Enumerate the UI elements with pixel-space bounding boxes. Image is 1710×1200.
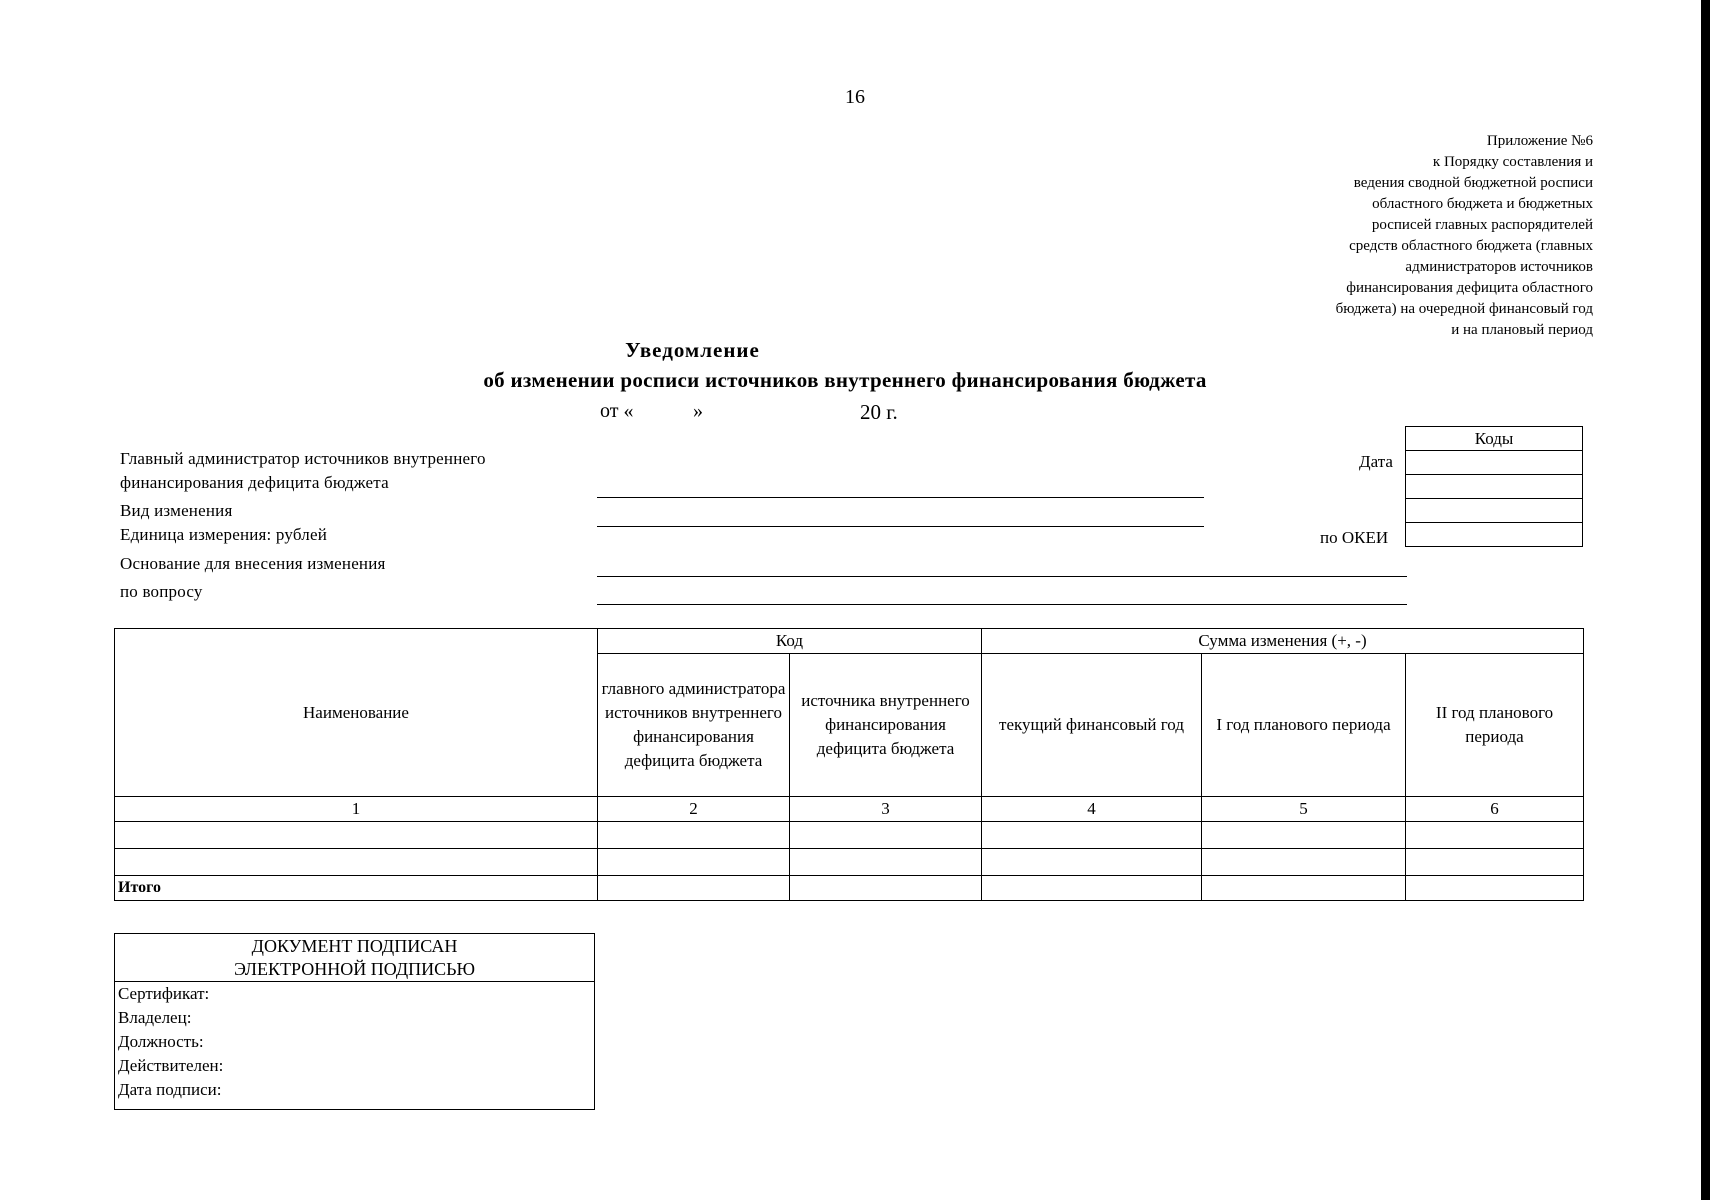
total-cell[interactable] [982, 876, 1202, 901]
header-sum: Сумма изменения (+, -) [982, 629, 1584, 654]
table-cell[interactable] [1202, 822, 1406, 849]
table-cell[interactable] [1202, 849, 1406, 876]
total-cell[interactable] [598, 876, 790, 901]
column-number: 6 [1406, 797, 1584, 822]
signature-header-line2: ЭЛЕКТРОННОЙ ПОДПИСЬЮ [234, 959, 475, 979]
header-name: Наименование [115, 629, 598, 797]
changes-table [114, 628, 1584, 901]
total-cell[interactable] [1406, 876, 1584, 901]
appendix-line: росписей главных распорядителей [1371, 217, 1593, 233]
table-row [115, 822, 1584, 849]
total-row [115, 876, 1584, 901]
question-label: по вопросу [120, 582, 203, 601]
appendix-line: бюджета) на очередной финансовый год [1335, 301, 1593, 317]
table-cell[interactable] [790, 822, 982, 849]
column-number-row [115, 797, 1584, 822]
change-type-label: Вид изменения [120, 501, 233, 520]
codes-header: Коды [1406, 427, 1583, 451]
unit-label: Единица измерения: рублей [120, 525, 328, 544]
appendix-line: ведения сводной бюджетной росписи [1353, 175, 1593, 191]
admin-label-line2: финансирования дефицита бюджета [120, 473, 389, 492]
signature-owner: Владелец: [118, 1008, 192, 1027]
header-plan-year-2: II год планового периода [1406, 654, 1584, 797]
date-year: 20 г. [860, 400, 898, 424]
table-cell[interactable] [982, 849, 1202, 876]
codes-table [1405, 426, 1583, 547]
column-number: 3 [790, 797, 982, 822]
document-title: Уведомление [625, 338, 760, 362]
header-code: Код [598, 629, 982, 654]
header-source-code: источника внутреннего финансирования дефицита бюджета [790, 654, 982, 797]
total-cell[interactable] [1202, 876, 1406, 901]
appendix-line: финансирования дефицита областного [1346, 280, 1593, 296]
date-prefix: от « [600, 400, 634, 422]
table-cell[interactable] [598, 822, 790, 849]
basis-fill-line[interactable] [597, 576, 1407, 577]
table-row [115, 849, 1584, 876]
total-cell[interactable] [790, 876, 982, 901]
codes-okei-cell[interactable] [1406, 523, 1583, 547]
codes-okei-label: по ОКЕИ [1320, 528, 1389, 547]
signature-validity: Действителен: [118, 1056, 224, 1075]
signature-certificate: Сертификат: [118, 984, 210, 1003]
column-number: 5 [1202, 797, 1406, 822]
appendix-line: Приложение №6 [1486, 133, 1593, 149]
table-cell[interactable] [598, 849, 790, 876]
table-header-row [115, 629, 1584, 654]
header-admin-code: главного администратора источников внутреннего финансирования дефицита бюджета [598, 654, 790, 797]
basis-label: Основание для внесения изменения [120, 554, 386, 573]
column-number: 1 [115, 797, 598, 822]
codes-date-cell[interactable] [1406, 451, 1583, 475]
scan-edge-bar [1701, 0, 1710, 1200]
column-number: 2 [598, 797, 790, 822]
admin-fill-line[interactable] [597, 497, 1204, 498]
appendix-line: областного бюджета и бюджетных [1372, 196, 1593, 212]
table-cell[interactable] [1406, 822, 1584, 849]
table-cell[interactable] [115, 822, 598, 849]
signature-position: Должность: [118, 1032, 204, 1051]
codes-change-cell[interactable] [1406, 475, 1583, 499]
signature-date: Дата подписи: [118, 1080, 222, 1099]
admin-label-line1: Главный администратор источников внутреннего [120, 449, 486, 468]
header-current-year: текущий финансовый год [982, 654, 1202, 797]
signature-header [115, 934, 594, 982]
change-type-fill-line[interactable] [597, 526, 1204, 527]
codes-unit-cell[interactable] [1406, 499, 1583, 523]
table-cell[interactable] [982, 822, 1202, 849]
table-cell[interactable] [1406, 849, 1584, 876]
question-fill-line[interactable] [597, 604, 1407, 605]
appendix-note [1233, 131, 1593, 341]
appendix-line: администраторов источников [1405, 259, 1593, 275]
appendix-line: средств областного бюджета (главных [1349, 238, 1593, 254]
document-subtitle: об изменении росписи источников внутреннего финансирования бюджета [483, 368, 1207, 392]
header-plan-year-1: I год планового периода [1202, 654, 1406, 797]
date-quote-close: » [693, 400, 703, 422]
signature-header-line1: ДОКУМЕНТ ПОДПИСАН [251, 936, 458, 956]
table-cell[interactable] [115, 849, 598, 876]
codes-date-label: Дата [1359, 452, 1393, 471]
appendix-line: и на плановый период [1451, 322, 1593, 338]
page-number: 16 [845, 86, 865, 108]
total-label: Итого [115, 876, 598, 901]
appendix-line: к Порядку составления и [1432, 154, 1593, 170]
column-number: 4 [982, 797, 1202, 822]
table-cell[interactable] [790, 849, 982, 876]
signature-stamp [114, 933, 595, 1110]
